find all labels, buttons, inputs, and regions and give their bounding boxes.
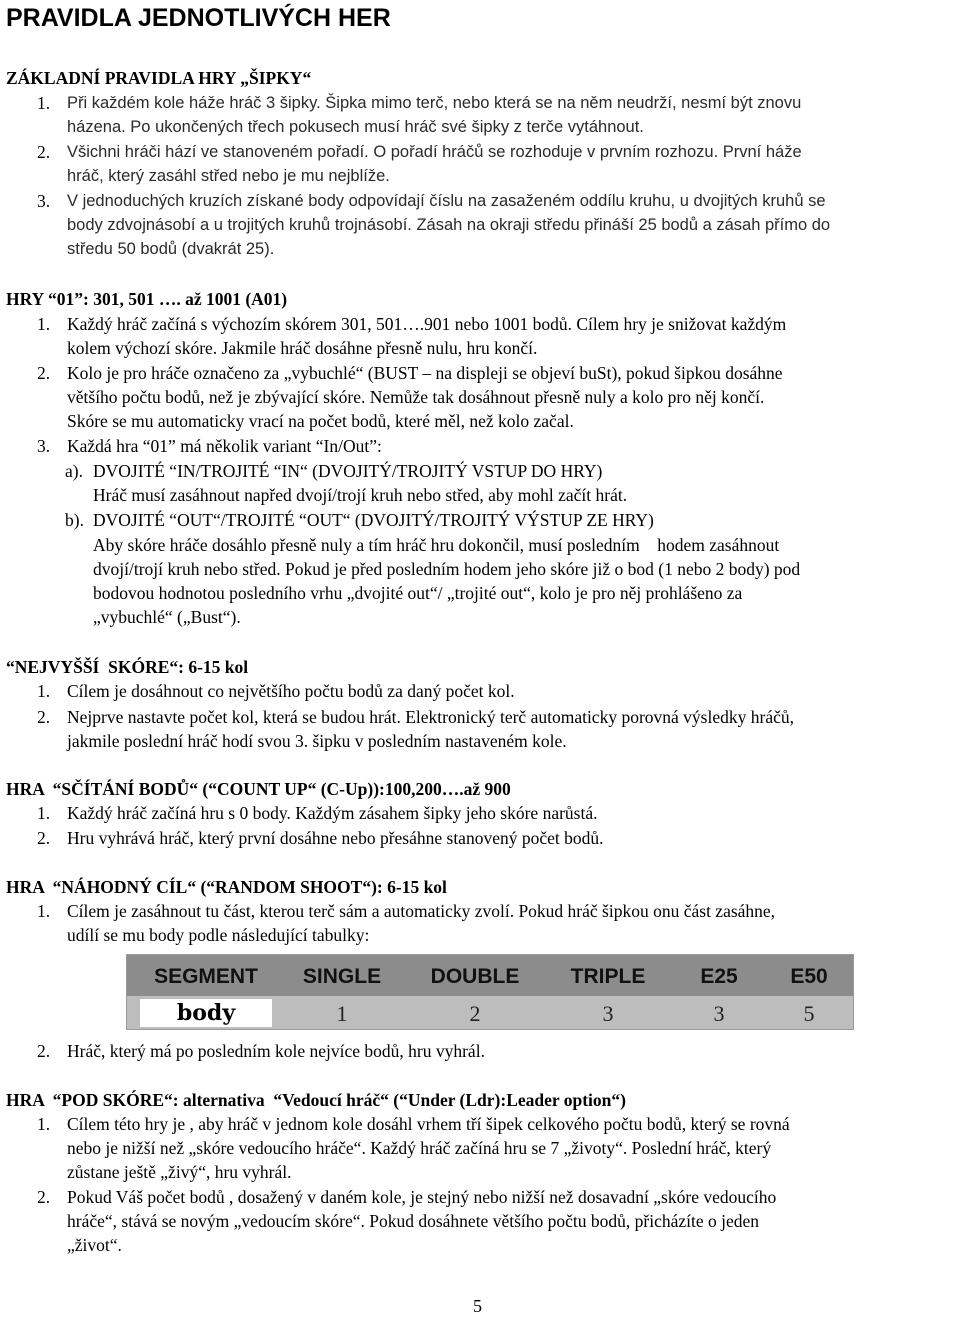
table-row-label: body (140, 999, 272, 1027)
sub-item-label: b). (65, 510, 84, 530)
table-cell: 5 (803, 1001, 815, 1026)
sub-item-line: Aby skóre hráče dosáhlo přesně nuly a tím hráč hru dokončil, musí posledním hodem zasáhnout (93, 535, 780, 555)
page-number: 5 (473, 1296, 482, 1316)
table-cell: 3 (602, 1001, 614, 1026)
list-item-line: Hráč, který má po posledním kole nejvíce bodů, hru vyhrál. (67, 1041, 485, 1061)
list-item-line: Každá hra “01” má několik variant “In/Out”: (67, 436, 382, 456)
list-number: 2. (37, 1187, 51, 1207)
list-item-line: V jednoduchých kruzích získané body odpovídají číslu na zasaženém oddílu kruhu, u dvojitých kruhů se (67, 192, 826, 210)
score-table (126, 954, 854, 1030)
list-number: 3. (37, 191, 51, 211)
list-item-line: Všichni hráči hází ve stanoveném pořadí. O pořadí hráčů se rozhoduje v prvním rozhozu. První háže (67, 143, 802, 161)
section-heading-high-score: “NEJVYŠŠÍ SKÓRE“: 6-15 kol (6, 657, 249, 677)
list-number: 1. (37, 803, 51, 823)
sub-item-line: „vybuchlé“ („Bust“). (93, 607, 241, 627)
sub-item-heading: DVOJITÉ “OUT“/TROJITÉ “OUT“ (DVOJITÝ/TROJITÝ VÝSTUP ZE HRY) (93, 510, 654, 530)
list-item-line: většího počtu bodů, než je zbývající skóre. Nemůže tak dosáhnout přesně nuly a kolo pro něj končí. (67, 387, 765, 407)
section-heading-under-score: HRA “POD SKÓRE“: alternativa “Vedoucí hráč“ (“Under (Ldr):Leader option“) (6, 1090, 626, 1110)
section-heading-basic-rules: ZÁKLADNÍ PRAVIDLA HRY „ŠIPKY“ (6, 68, 312, 88)
list-item-line: Pokud Váš počet bodů , dosažený v daném kole, je stejný nebo nižší než dosavadní „skóre vedoucího (67, 1187, 777, 1207)
table-header-cell: E50 (790, 965, 828, 988)
table-cell: 2 (469, 1001, 481, 1026)
list-item-line: Nejprve nastavte počet kol, která se budou hrát. Elektronický terč automaticky porovná výsledky hráčů, (67, 707, 794, 727)
section-heading-01-games: HRY “01”: 301, 501 …. až 1001 (A01) (6, 289, 288, 309)
list-number: 3. (37, 436, 51, 456)
list-item-line: „život“. (67, 1235, 122, 1255)
list-item-line: Skóre se mu automaticky vrací na počet bodů, které měl, než kolo začal. (67, 411, 574, 431)
list-number: 2. (37, 828, 51, 848)
table-header-cell: DOUBLE (430, 965, 520, 988)
list-item-line: hráče“, stává se novým „vedoucím skóre“. Pokud dosáhnete většího počtu bodů, přicházíte o jeden (67, 1211, 760, 1231)
list-number: 1. (37, 93, 51, 113)
list-item-line: Při každém kole háže hráč 3 šipky. Šipka mimo terč, nebo která se na něm neudrží, nesmí být znovu (67, 94, 802, 112)
sub-item-heading: DVOJITÉ “IN/TROJITÉ “IN“ (DVOJITÝ/TROJITÝ VSTUP DO HRY) (93, 461, 603, 481)
list-number: 1. (37, 314, 51, 334)
list-number: 2. (37, 363, 51, 383)
list-item-line: Cílem je dosáhnout co největšího počtu bodů za daný počet kol. (67, 681, 515, 701)
list-item-line: jakmile poslední hráč hodí svou 3. šipku v posledním nastaveném kole. (67, 731, 567, 751)
section-heading-count-up: HRA “SČÍTÁNÍ BODŮ“ (“COUNT UP“ (C-Up)):100,200….až 900 (6, 779, 511, 799)
list-number: 1. (37, 681, 51, 701)
section-heading-random-shoot: HRA “NÁHODNÝ CÍL“ (“RANDOM SHOOT“): 6-15 kol (6, 877, 447, 897)
list-item-line: zůstane ještě „živý“, hru vyhrál. (67, 1162, 292, 1182)
list-item-line: Kolo je pro hráče označeno za „vybuchlé“ (BUST – na displeji se objeví buSt), pokud šipkou dosáhne (67, 363, 783, 383)
list-number: 1. (37, 901, 51, 921)
table-header-cell: E25 (700, 965, 738, 988)
table-cell: 1 (336, 1001, 348, 1026)
list-item-line: Každý hráč začíná s výchozím skórem 301, 501….901 nebo 1001 bodů. Cílem hry je snižovat každým (67, 314, 787, 334)
list-number: 2. (37, 142, 51, 162)
table-cell: 3 (713, 1001, 725, 1026)
list-item-line: hráč, který zasáhl střed nebo je mu nejblíže. (67, 167, 390, 185)
list-item-line: kolem výchozí skóre. Jakmile hráč dosáhne přesně nulu, hru končí. (67, 338, 538, 358)
sub-item-line: Hráč musí zasáhnout napřed dvojí/trojí kruh nebo střed, aby mohl začít hrát. (93, 485, 628, 505)
table-header-cell: SINGLE (302, 965, 382, 988)
list-number: 2. (37, 707, 51, 727)
list-item-line: středu 50 bodů (dvakrát 25). (67, 240, 275, 258)
list-item-line: Cílem je zasáhnout tu část, kterou terč sám a automaticky zvolí. Pokud hráč šipkou onu část zasáhne, (67, 901, 776, 921)
list-item-line: body zdvojnásobí a u trojitých kruhů trojnásobí. Zásah na okraji středu přináší 25 bodů a zásah přímo do (67, 216, 831, 234)
table-header-cell: SEGMENT (154, 965, 258, 988)
list-item-line: Cílem této hry je , aby hráč v jednom kole dosáhl vrhem tří šipek celkového počtu bodů, který se rovná (67, 1114, 790, 1134)
table-header-cell: TRIPLE (570, 965, 646, 988)
list-number: 2. (37, 1041, 51, 1061)
list-item-line: házena. Po ukončených třech pokusech musí hráč své šipky z terče vytáhnout. (67, 118, 644, 136)
list-item-line: Hru vyhrává hráč, který první dosáhne nebo přesáhne stanovený počet bodů. (67, 828, 604, 848)
list-item-line: nebo je nižší než „skóre vedoucího hráče“. Každý hráč začíná hru se 7 „životy“. Poslední hráč, který (67, 1138, 772, 1158)
list-item-line: Každý hráč začíná hru s 0 body. Každým zásahem šipky jeho skóre narůstá. (67, 803, 598, 823)
list-number: 1. (37, 1114, 51, 1134)
page-title: PRAVIDLA JEDNOTLIVÝCH HER (6, 4, 391, 32)
sub-item-line: dvojí/trojí kruh nebo střed. Pokud je před posledním hodem jeho skóre již o bod (1 nebo 2 body) pod (93, 559, 801, 579)
sub-item-label: a). (65, 461, 83, 481)
list-item-line: udílí se mu body podle následující tabulky: (67, 925, 370, 945)
sub-item-line: bodovou hodnotou posledního vrhu „dvojité out“/ „trojité out“, kolo je pro něj prohlášeno za (93, 583, 743, 603)
